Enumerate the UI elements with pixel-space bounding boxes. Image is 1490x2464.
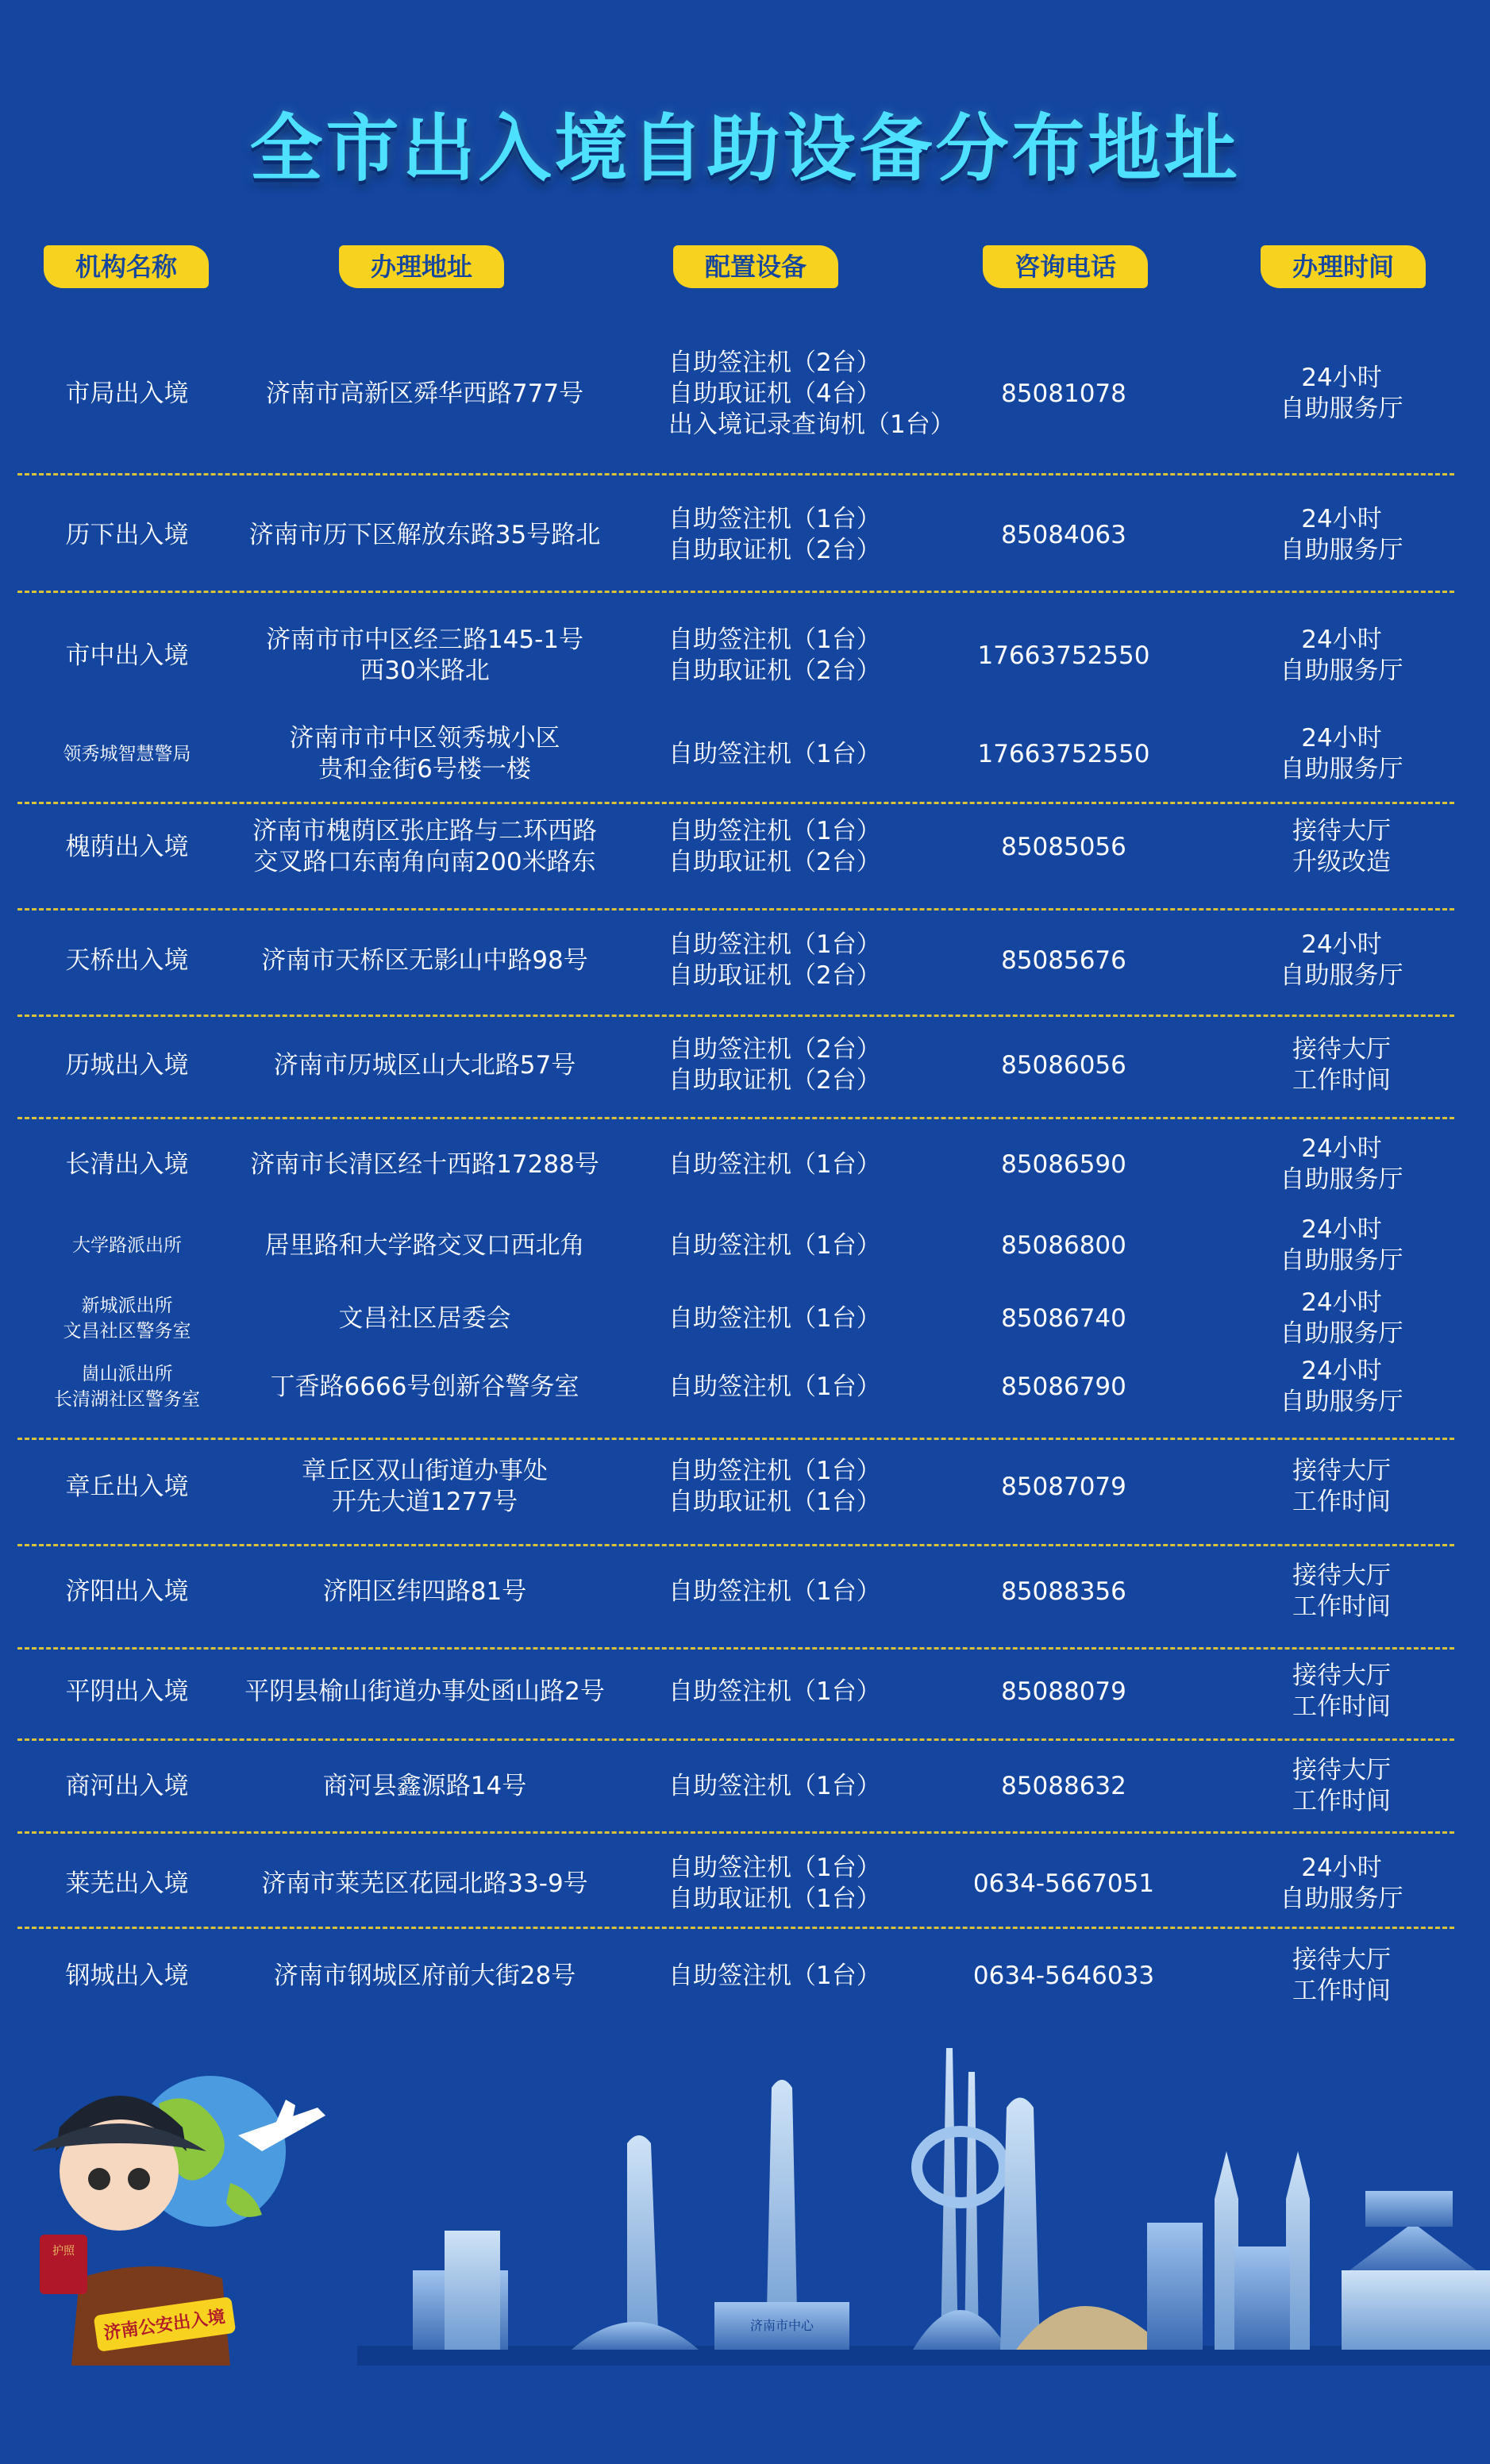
- cell-devices: [668, 1018, 1002, 1113]
- cell-devices: [668, 1738, 1002, 1834]
- hours-line: 24小时: [1301, 1854, 1382, 1882]
- hours-line: 升级改造: [1292, 848, 1391, 876]
- cell-hours: [1215, 1738, 1469, 1834]
- phone-line: 85081078: [1001, 379, 1126, 408]
- cell-hours: [1215, 706, 1469, 802]
- cell-devices: [668, 608, 1002, 703]
- phone-line: 85088079: [1001, 1677, 1126, 1706]
- cell-phone: [968, 1544, 1159, 1639]
- org-line: 崮山派出所: [81, 1364, 173, 1384]
- cell-address: [226, 799, 623, 895]
- skyline-building-sign: 济南市中心: [749, 2318, 814, 2333]
- hours-line: 24小时: [1301, 626, 1382, 654]
- devices-line: 自助签注机（1台）: [668, 1457, 881, 1485]
- header-hours: 办理时间: [1261, 245, 1426, 288]
- hours-line: 自助服务厅: [1280, 1885, 1403, 1913]
- org-line: 大学路派出所: [72, 1235, 182, 1256]
- address-line: 济南市天桥区无影山中路98号: [261, 945, 588, 975]
- devices-line: 自助签注机（1台）: [668, 626, 881, 654]
- cell-devices: [668, 1439, 1002, 1534]
- cell-hours: [1215, 1339, 1469, 1434]
- cell-address: [226, 1644, 623, 1739]
- cell-hours: [1215, 346, 1469, 441]
- cell-address: [226, 487, 623, 583]
- org-line: 天桥出入境: [65, 945, 189, 975]
- org-line: 槐荫出入境: [65, 832, 189, 861]
- cell-hours: [1215, 1644, 1469, 1739]
- row-divider: [17, 1438, 1454, 1440]
- phone-line: 85086590: [1001, 1149, 1126, 1179]
- cell-org: [32, 1018, 222, 1113]
- row-divider: [17, 1117, 1454, 1119]
- address-line: 济南市市中区领秀城小区: [289, 724, 560, 753]
- address-line: 济南市长清区经十西路17288号: [250, 1149, 599, 1179]
- row-divider: [17, 908, 1454, 911]
- address-line: 文昌社区居委会: [338, 1303, 511, 1333]
- cell-phone: [968, 346, 1159, 441]
- cell-org: [32, 487, 222, 583]
- row-divider: [17, 1738, 1454, 1741]
- cell-hours: [1215, 1928, 1469, 2023]
- page-title: 全市出入境自助设备分布地址: [249, 106, 1241, 191]
- cell-org: [32, 346, 222, 441]
- hours-line: 24小时: [1301, 1357, 1382, 1385]
- devices-line: 自助签注机（1台）: [668, 739, 881, 768]
- address-line: 济阳区纬四路81号: [322, 1577, 527, 1606]
- hours-line: 接待大厅: [1292, 1946, 1391, 1974]
- cell-phone: [968, 1738, 1159, 1834]
- phone-line: 85086740: [1001, 1303, 1126, 1333]
- row-divider: [17, 1544, 1454, 1546]
- cell-hours: [1215, 487, 1469, 583]
- cell-devices: [668, 1836, 1002, 1931]
- cell-address: [226, 1018, 623, 1113]
- address-line: 济南市历下区解放东路35号路北: [248, 520, 601, 549]
- address-line: 济南市钢城区府前大街28号: [273, 1961, 576, 1990]
- hours-line: 工作时间: [1292, 1977, 1391, 2005]
- cell-address: [226, 1836, 623, 1931]
- cell-phone: [968, 913, 1159, 1008]
- cell-devices: [668, 1928, 1002, 2023]
- row-divider: [17, 1831, 1454, 1834]
- devices-line: 自助取证机（2台）: [668, 848, 881, 876]
- hours-line: 24小时: [1301, 505, 1382, 533]
- devices-line: 自助取证机（2台）: [668, 656, 881, 685]
- cell-org: [32, 1738, 222, 1834]
- hours-line: 24小时: [1301, 930, 1382, 959]
- cell-hours: [1215, 608, 1469, 703]
- phone-line: 85085056: [1001, 832, 1126, 861]
- cell-hours: [1215, 1544, 1469, 1639]
- hours-line: 工作时间: [1292, 1787, 1391, 1815]
- org-line: 市局出入境: [65, 379, 189, 408]
- hours-line: 工作时间: [1292, 1066, 1391, 1095]
- hours-line: 自助服务厅: [1280, 1388, 1403, 1416]
- passport-label: 护照: [52, 2245, 75, 2258]
- cell-devices: [668, 1339, 1002, 1434]
- phone-line: 17663752550: [977, 739, 1150, 768]
- org-line: 平阴出入境: [65, 1677, 189, 1706]
- row-divider: [17, 1927, 1454, 1929]
- hours-line: 自助服务厅: [1280, 755, 1403, 783]
- hours-line: 接待大厅: [1292, 817, 1391, 845]
- phone-line: 85087079: [1001, 1472, 1126, 1501]
- address-line: 济南市高新区舜华西路777号: [265, 379, 584, 408]
- cell-phone: [968, 1339, 1159, 1434]
- devices-line: 自助取证机（2台）: [668, 536, 881, 564]
- cell-phone: [968, 1439, 1159, 1534]
- cell-address: [226, 1339, 623, 1434]
- cell-devices: [668, 346, 1002, 441]
- hours-line: 自助服务厅: [1280, 1319, 1403, 1348]
- devices-line: 自助取证机（2台）: [668, 961, 881, 990]
- phone-line: 17663752550: [977, 641, 1150, 670]
- phone-line: 85088632: [1001, 1771, 1126, 1800]
- header-address: 办理地址: [339, 245, 504, 288]
- address-line: 丁香路6666号创新谷警务室: [270, 1372, 579, 1401]
- mascot-badge-text: 济南公安出入境: [102, 2307, 227, 2344]
- address-line: 居里路和大学路交叉口西北角: [264, 1230, 585, 1260]
- devices-line: 自助取证机（2台）: [668, 1066, 881, 1095]
- cell-phone: [968, 1644, 1159, 1739]
- devices-line: 自助取证机（4台）: [668, 379, 881, 408]
- org-line: 莱芜出入境: [65, 1869, 189, 1898]
- row-divider: [17, 802, 1454, 804]
- hours-line: 工作时间: [1292, 1692, 1391, 1721]
- cell-org: [32, 1339, 222, 1434]
- cell-org: [32, 1836, 222, 1931]
- hours-line: 自助服务厅: [1280, 536, 1403, 564]
- address-line: 西30米路北: [360, 656, 490, 685]
- phone-line: 85084063: [1001, 520, 1126, 549]
- hours-line: 自助服务厅: [1280, 961, 1403, 990]
- devices-line: 自助签注机（1台）: [668, 505, 881, 533]
- cell-org: [32, 1644, 222, 1739]
- hours-line: 自助服务厅: [1280, 656, 1403, 685]
- hours-line: 接待大厅: [1292, 1457, 1391, 1485]
- devices-line: 自助签注机（1台）: [668, 1303, 881, 1333]
- hours-line: 接待大厅: [1292, 1035, 1391, 1064]
- address-line: 贵和金街6号楼一楼: [318, 755, 531, 783]
- phone-line: 85086790: [1001, 1372, 1126, 1401]
- devices-line: 自助签注机（1台）: [668, 1372, 881, 1401]
- org-line: 领秀城智慧警局: [63, 744, 191, 764]
- cell-devices: [668, 487, 1002, 583]
- cell-phone: [968, 608, 1159, 703]
- cell-org: [32, 1544, 222, 1639]
- org-line: 长清出入境: [65, 1149, 189, 1179]
- cell-address: [226, 608, 623, 703]
- cell-address: [226, 1738, 623, 1834]
- address-line: 交叉路口东南角向南200米路东: [253, 848, 596, 876]
- org-line: 钢城出入境: [65, 1961, 189, 1990]
- header-org: 机构名称: [44, 245, 209, 288]
- address-line: 平阴县榆山街道办事处函山路2号: [244, 1677, 605, 1706]
- cell-hours: [1215, 799, 1469, 895]
- org-line: 新城派出所: [81, 1296, 173, 1316]
- address-line: 济南市历城区山大北路57号: [273, 1050, 576, 1080]
- cell-org: [32, 799, 222, 895]
- cell-phone: [968, 706, 1159, 802]
- cell-hours: [1215, 1439, 1469, 1534]
- cell-org: [32, 1928, 222, 2023]
- address-line: 济南市莱芜区花园北路33-9号: [261, 1869, 588, 1898]
- cell-hours: [1215, 1018, 1469, 1113]
- devices-line: 自助签注机（2台）: [668, 1035, 881, 1064]
- devices-line: 自助签注机（1台）: [668, 1149, 881, 1179]
- phone-line: 85088356: [1001, 1577, 1126, 1606]
- hours-line: 接待大厅: [1292, 1561, 1391, 1590]
- cell-devices: [668, 706, 1002, 802]
- phone-line: 0634-5667051: [972, 1869, 1155, 1898]
- cell-address: [226, 346, 623, 441]
- address-line: 章丘区双山街道办事处: [302, 1457, 548, 1485]
- cell-address: [226, 706, 623, 802]
- city-skyline: [357, 2048, 1490, 2366]
- cell-org: [32, 913, 222, 1008]
- cell-phone: [968, 1836, 1159, 1931]
- devices-line: 自助签注机（1台）: [668, 1961, 881, 1990]
- address-line: 济南市市中区经三路145-1号: [265, 626, 584, 654]
- cell-phone: [968, 487, 1159, 583]
- devices-line: 自助签注机（1台）: [668, 1577, 881, 1606]
- hours-line: 24小时: [1301, 1134, 1382, 1163]
- devices-line: 自助取证机（1台）: [668, 1488, 881, 1516]
- cell-address: [226, 913, 623, 1008]
- devices-line: 自助取证机（1台）: [668, 1885, 881, 1913]
- devices-line: 自助签注机（1台）: [668, 1677, 881, 1706]
- row-divider: [17, 473, 1454, 475]
- row-divider: [17, 1014, 1454, 1017]
- devices-line: 自助签注机（1台）: [668, 1230, 881, 1260]
- phone-line: 85086056: [1001, 1050, 1126, 1080]
- hours-line: 接待大厅: [1292, 1661, 1391, 1690]
- address-line: 商河县鑫源路14号: [322, 1771, 527, 1800]
- org-line: 商河出入境: [65, 1771, 189, 1800]
- org-line: 济阳出入境: [65, 1577, 189, 1606]
- org-line: 章丘出入境: [65, 1472, 189, 1501]
- phone-line: 0634-5646033: [972, 1961, 1155, 1990]
- hours-line: 自助服务厅: [1280, 395, 1403, 423]
- devices-line: 自助签注机（1台）: [668, 1854, 881, 1882]
- cell-org: [32, 1439, 222, 1534]
- hours-line: 工作时间: [1292, 1488, 1391, 1516]
- org-line: 历下出入境: [65, 520, 189, 549]
- row-divider: [17, 591, 1454, 593]
- cell-phone: [968, 1018, 1159, 1113]
- devices-line: 自助签注机（1台）: [668, 1771, 881, 1800]
- hours-line: 工作时间: [1292, 1592, 1391, 1621]
- org-line: 市中出入境: [65, 641, 189, 670]
- row-divider: [17, 1647, 1454, 1650]
- cell-org: [32, 706, 222, 802]
- phone-line: 85085676: [1001, 945, 1126, 975]
- cell-phone: [968, 1928, 1159, 2023]
- hours-line: 24小时: [1301, 1288, 1382, 1317]
- cell-org: [32, 608, 222, 703]
- hours-line: 接待大厅: [1292, 1756, 1391, 1784]
- devices-line: 自助签注机（1台）: [668, 817, 881, 845]
- devices-line: 出入境记录查询机（1台）: [668, 410, 955, 439]
- address-line: 开先大道1277号: [332, 1488, 518, 1516]
- hours-line: 自助服务厅: [1280, 1165, 1403, 1194]
- devices-line: 自助签注机（2台）: [668, 348, 881, 377]
- org-line: 长清湖社区警务室: [54, 1389, 200, 1410]
- hours-line: 24小时: [1301, 364, 1382, 392]
- address-line: 济南市槐荫区张庄路与二环西路: [252, 817, 597, 845]
- phone-line: 85086800: [1001, 1230, 1126, 1260]
- cell-devices: [668, 1644, 1002, 1739]
- cell-address: [226, 1439, 623, 1534]
- cell-devices: [668, 913, 1002, 1008]
- hours-line: 自助服务厅: [1280, 1246, 1403, 1275]
- hours-line: 24小时: [1301, 724, 1382, 753]
- hours-line: 24小时: [1301, 1215, 1382, 1244]
- org-line: 文昌社区警务室: [63, 1321, 191, 1342]
- org-line: 历城出入境: [65, 1050, 189, 1080]
- header-devices: 配置设备: [673, 245, 838, 288]
- cell-phone: [968, 799, 1159, 895]
- footer-illustration: [0, 2032, 1490, 2366]
- cell-hours: [1215, 1836, 1469, 1931]
- header-phone: 咨询电话: [983, 245, 1148, 288]
- cell-devices: [668, 799, 1002, 895]
- cell-hours: [1215, 913, 1469, 1008]
- devices-line: 自助签注机（1台）: [668, 930, 881, 959]
- cell-address: [226, 1544, 623, 1639]
- cell-devices: [668, 1544, 1002, 1639]
- cell-address: [226, 1928, 623, 2023]
